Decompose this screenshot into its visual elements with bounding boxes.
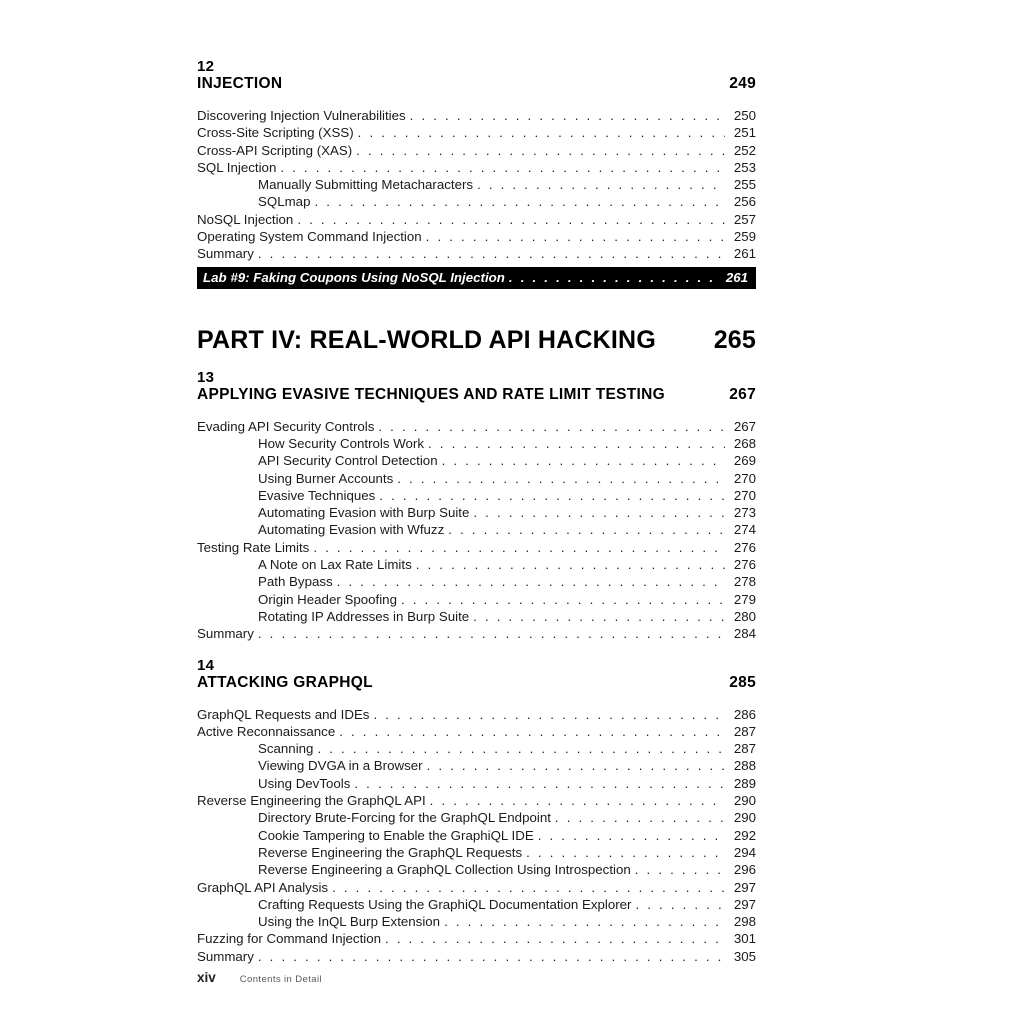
entry-page-number: 296 [733,862,756,878]
leader-dots [426,792,725,809]
entry-label: Summary [197,948,254,964]
toc-entry [197,827,756,844]
leader-dots [293,211,725,228]
entry-page-number: 286 [733,706,756,722]
toc-entry [197,124,756,141]
footer-section-label: Contents in Detail [239,974,322,985]
leader-dots [309,539,725,556]
entry-label: Evasive Techniques [258,487,376,503]
toc-entry [197,435,756,452]
chapter-number: 13 [197,368,215,386]
entry-page-number: 279 [733,591,756,607]
toc-entry [197,809,756,826]
toc-entry [197,861,756,878]
toc-entry [197,775,756,792]
toc-entry [197,159,756,176]
entry-page-number: 269 [733,453,756,469]
leader-dots [406,107,725,124]
entry-label: Reverse Engineering a GraphQL Collection Using Introspection [258,862,631,878]
toc-entry [197,556,756,573]
entry-label: Using DevTools [258,775,351,791]
entry-label: Discovering Injection Vulnerabilities [197,108,406,123]
toc-entry [197,452,756,469]
toc-entry [197,470,756,487]
leader-dots [354,124,725,141]
entry-page-number: 270 [733,470,756,486]
toc-entry [197,913,756,930]
toc-entry [197,757,756,774]
leader-dots [374,418,725,435]
entry-page-number: 298 [733,914,756,930]
entry-label: Origin Header Spoofing [258,591,397,607]
leader-dots [393,470,725,487]
leader-dots [333,573,725,590]
leader-dots [335,723,725,740]
toc-entry [197,879,756,896]
entry-page-number: 261 [733,246,756,262]
leader-dots [473,176,725,193]
entry-page-number: 251 [733,125,756,141]
leader-dots [469,504,725,521]
entry-label: Fuzzing for Command Injection [197,931,382,947]
part-page-number: 265 [713,325,756,354]
leader-dots [412,556,725,573]
toc-entry [197,211,756,228]
toc-entry [197,245,756,262]
entry-label: GraphQL Requests and IDEs [197,706,370,722]
entry-label: Reverse Engineering the GraphQL API [197,793,426,809]
entry-label: Manually Submitting Metacharacters [258,177,474,193]
chapter-page-number: 285 [729,673,756,691]
entry-page-number: 292 [733,827,756,843]
chapter-title-row [197,75,756,93]
entry-label: Crafting Requests Using the GraphiQL Documentation Explorer [258,896,632,912]
page-footer [197,970,322,985]
entry-label: Cross-Site Scripting (XSS) [197,125,354,141]
entry-label: Lab #9: Faking Coupons Using NoSQL Injection [203,269,505,285]
folio-page-number: xiv [197,970,216,985]
leader-dots [422,228,725,245]
entry-label: How Security Controls Work [258,435,425,451]
chapter-heading [197,657,756,692]
entry-label: Reverse Engineering the GraphQL Requests [258,844,523,860]
leader-dots [310,193,725,210]
toc-sections [197,58,756,965]
entry-label: Path Bypass [258,574,333,590]
leader-dots [397,591,725,608]
leader-dots [254,625,725,642]
chapter-title-row [197,386,756,404]
entry-label: Scanning [258,741,314,757]
toc-entry [197,107,756,124]
lab-entry [197,267,756,289]
entry-page-number: 276 [733,557,756,573]
entry-page-number: 270 [733,487,756,503]
leader-dots [469,608,725,625]
entry-page-number: 297 [733,896,756,912]
entry-page-number: 294 [733,844,756,860]
entry-label: Automating Evasion with Wfuzz [258,522,445,538]
chapter-number: 14 [197,656,215,674]
leader-dots [381,930,725,947]
chapter-entries [197,107,756,289]
toc-entry [197,844,756,861]
entry-label: Active Reconnaissance [197,723,336,739]
entry-label: Directory Brute-Forcing for the GraphQL Endpoint [258,810,551,826]
entry-page-number: 280 [733,608,756,624]
toc-entry [197,142,756,159]
entry-page-number: 290 [733,793,756,809]
toc-entry [197,723,756,740]
chapter-page-number: 267 [729,385,756,403]
entry-page-number: 278 [733,574,756,590]
entry-label: Operating System Command Injection [197,229,422,245]
entry-page-number: 253 [733,159,756,175]
entry-label: Using the InQL Burp Extension [258,914,441,930]
entry-label: Rotating IP Addresses in Burp Suite [258,608,470,624]
toc-entry [197,539,756,556]
entry-label: A Note on Lax Rate Limits [258,557,412,573]
entry-page-number: 284 [733,626,756,642]
entry-page-number: 259 [733,229,756,245]
entry-page-number: 289 [733,775,756,791]
toc-entry [197,608,756,625]
toc-entry [197,193,756,210]
chapter-heading [197,58,756,93]
chapter-entries [197,706,756,965]
entry-page-number: 287 [733,741,756,757]
entry-label: Summary [197,626,254,642]
entry-page-number: 255 [733,177,756,193]
toc-entry [197,176,756,193]
chapter-heading [197,369,756,404]
toc-entry [197,487,756,504]
leader-dots [369,706,725,723]
toc-entry [197,792,756,809]
part-title: PART IV: REAL-WORLD API HACKING [197,325,656,354]
leader-dots [313,740,725,757]
entry-page-number: 288 [733,758,756,774]
entry-page-number: 305 [733,948,756,964]
toc-entry [197,930,756,947]
entry-label: Testing Rate Limits [197,539,310,555]
leader-dots [631,861,725,878]
toc-entry [197,228,756,245]
toc-entry [197,896,756,913]
entry-page-number: 252 [733,142,756,158]
part-heading [197,325,756,355]
toc-entry [197,504,756,521]
leader-dots [423,757,725,774]
toc-entry [197,521,756,538]
leader-dots [254,948,725,965]
toc-entry [197,573,756,590]
toc-entry [197,948,756,965]
leader-dots [350,775,725,792]
entry-label: SQL Injection [197,159,277,175]
leader-dots [505,269,717,286]
entry-page-number: 276 [733,539,756,555]
entry-page-number: 268 [733,435,756,451]
entry-page-number: 297 [733,879,756,895]
toc-entry [197,625,756,642]
entry-page-number: 287 [733,723,756,739]
leader-dots [534,827,725,844]
leader-dots [375,487,725,504]
chapter-title-row [197,674,756,692]
toc-entry [197,706,756,723]
entry-page-number: 273 [733,505,756,521]
chapter-page-number: 249 [729,75,756,92]
contents-page [197,0,756,1024]
entry-page-number: 261 [725,269,748,285]
entry-label: Automating Evasion with Burp Suite [258,505,470,521]
entry-label: NoSQL Injection [197,211,294,227]
entry-label: Summary [197,246,254,262]
entry-page-number: 256 [733,194,756,210]
entry-page-number: 274 [733,522,756,538]
entry-page-number: 257 [733,211,756,227]
leader-dots [438,452,725,469]
leader-dots [254,245,725,262]
entry-page-number: 290 [733,810,756,826]
leader-dots [352,142,725,159]
leader-dots [631,896,725,913]
entry-label: Viewing DVGA in a Browser [258,758,423,774]
leader-dots [424,435,725,452]
entry-label: API Security Control Detection [258,453,438,469]
entry-label: SQLmap [258,194,311,210]
leader-dots [328,879,725,896]
chapter-title: ATTACKING GRAPHQL [197,673,373,691]
entry-label: Using Burner Accounts [258,470,394,486]
entry-page-number: 250 [733,108,756,123]
chapter-title: INJECTION [197,75,283,92]
entry-label: Cross-API Scripting (XAS) [197,142,353,158]
leader-dots [522,844,725,861]
leader-dots [440,913,725,930]
chapter-title: APPLYING EVASIVE TECHNIQUES AND RATE LIMIT TESTING [197,385,665,403]
leader-dots [276,159,725,176]
toc-entry [197,418,756,435]
leader-dots [444,521,725,538]
toc-entry [197,591,756,608]
chapter-number: 12 [197,58,215,75]
entry-label: GraphQL API Analysis [197,879,329,895]
chapter-entries [197,418,756,643]
toc-entry [197,740,756,757]
entry-label: Evading API Security Controls [197,418,375,434]
entry-page-number: 301 [733,931,756,947]
entry-page-number: 267 [733,418,756,434]
leader-dots [551,809,725,826]
entry-label: Cookie Tampering to Enable the GraphiQL IDE [258,827,534,843]
